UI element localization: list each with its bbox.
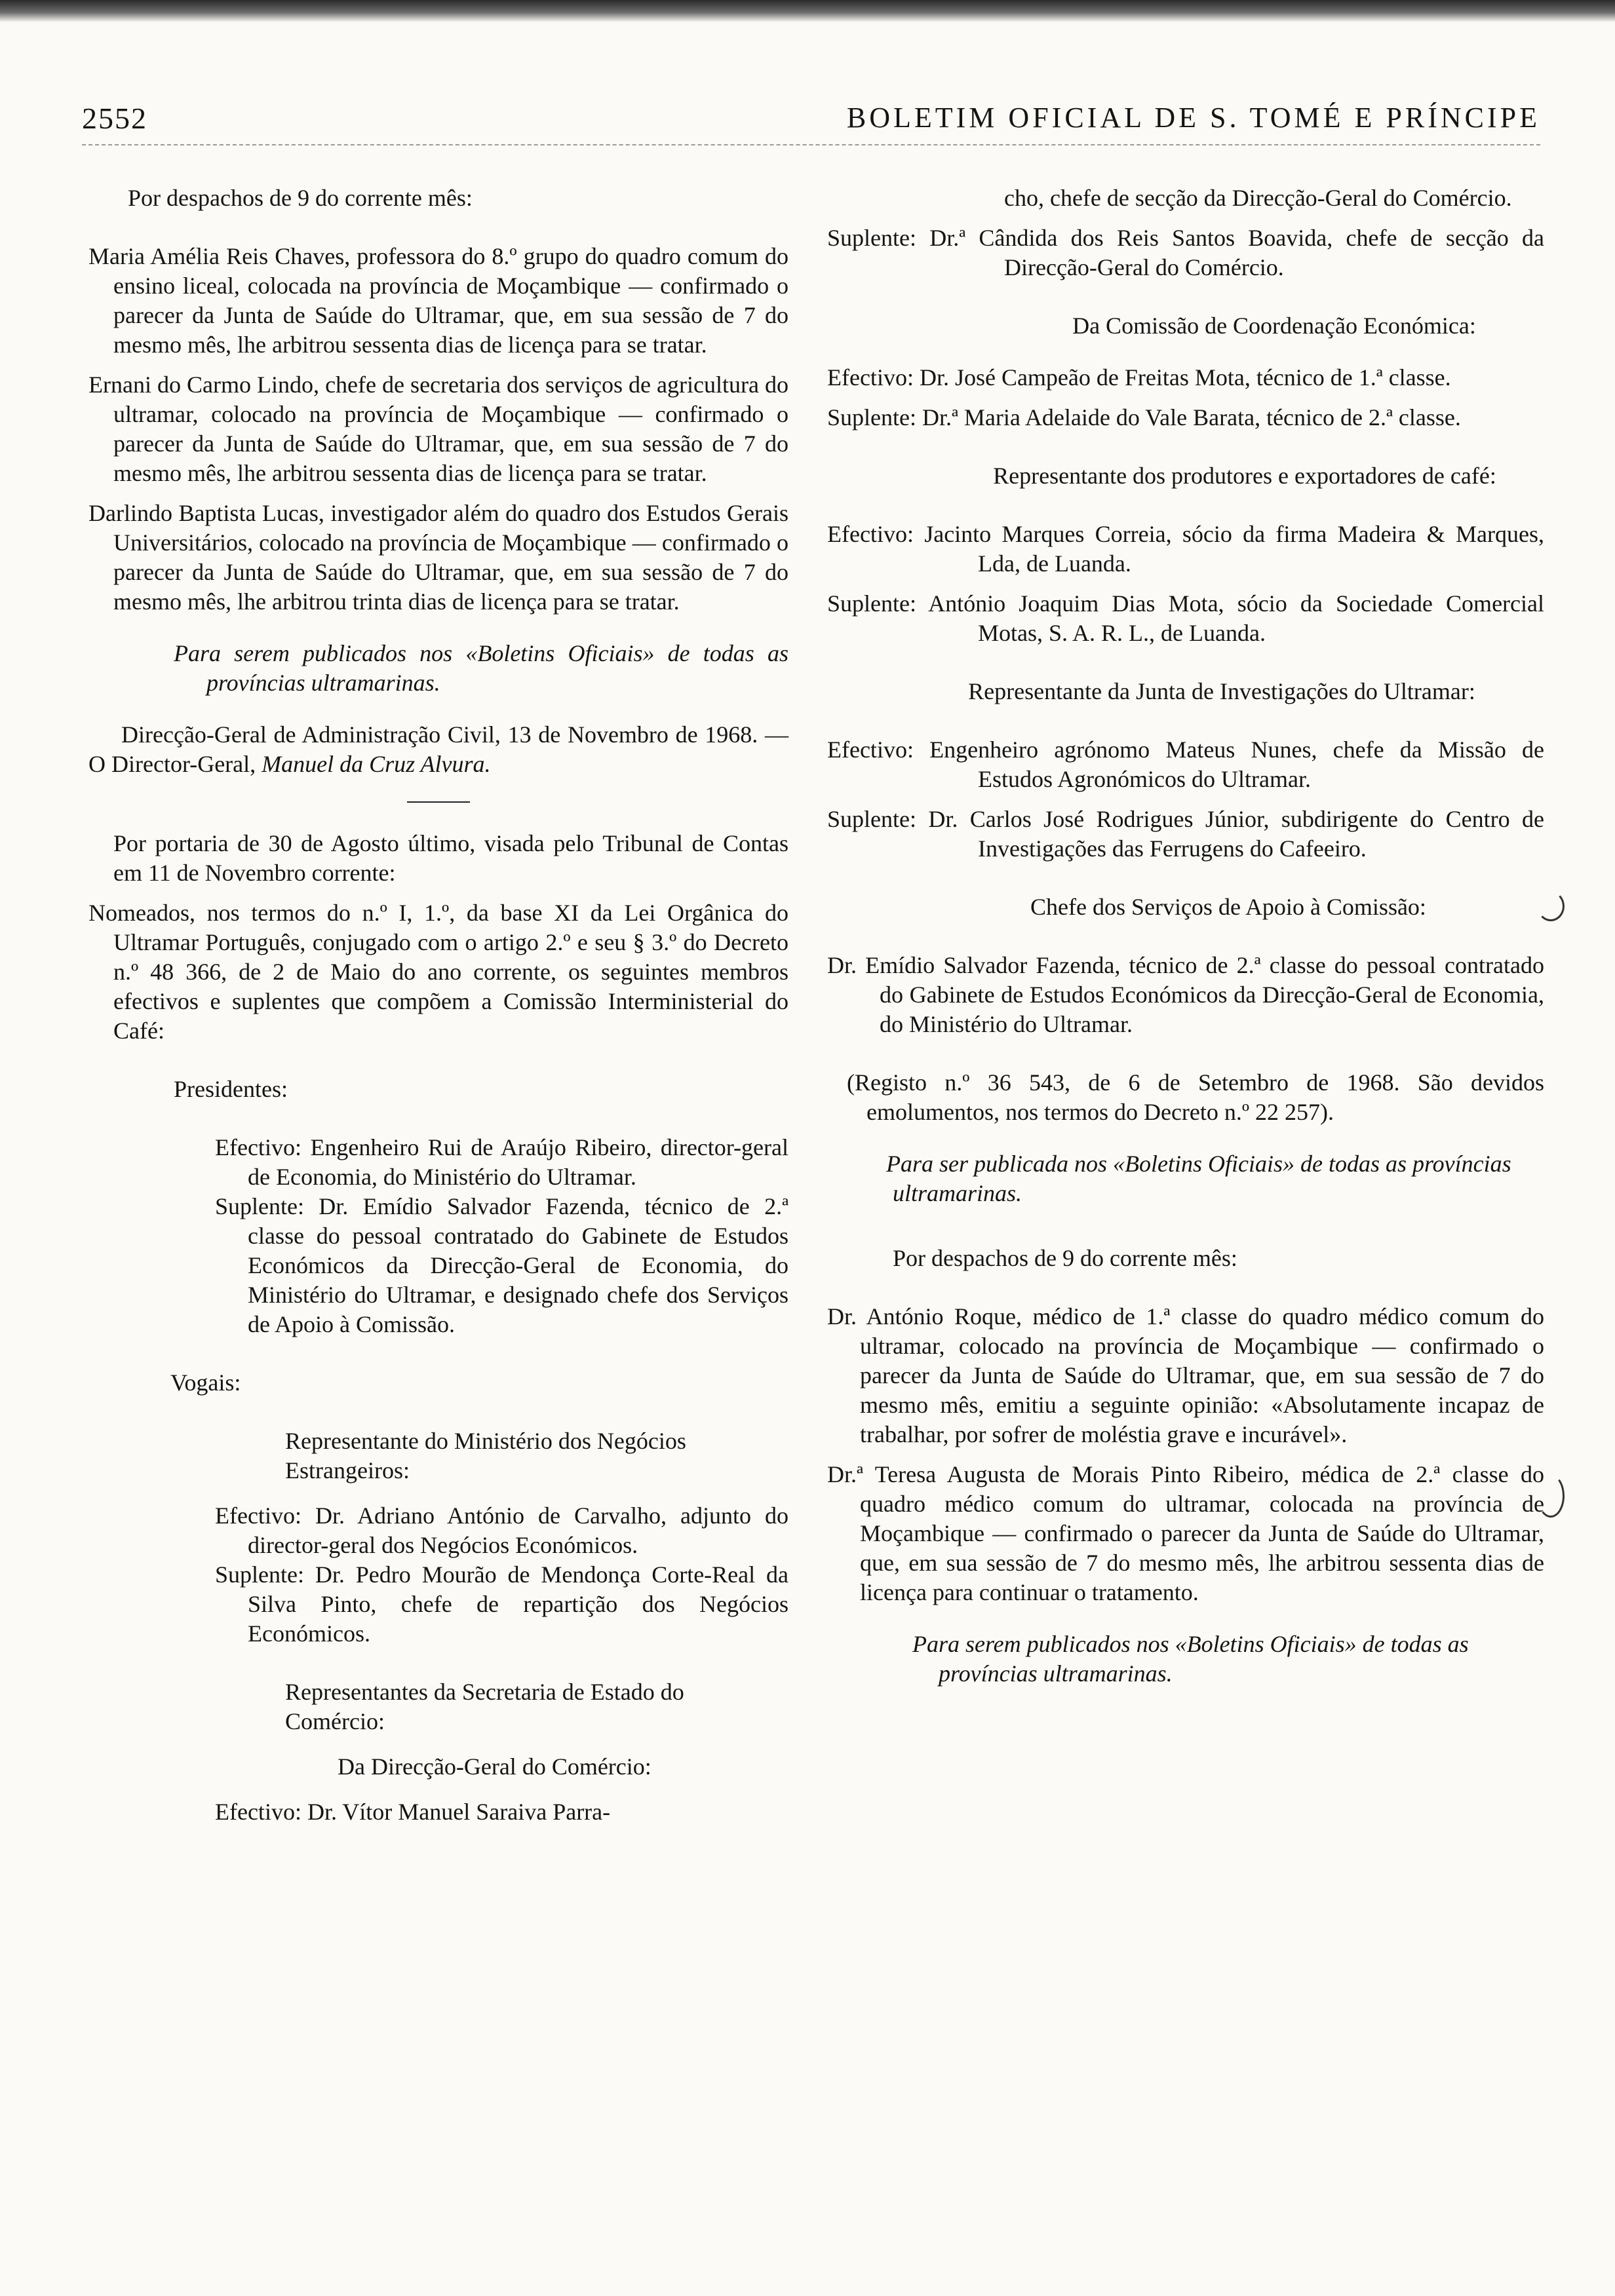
- left-column: [88, 183, 788, 1827]
- chefe-servicos-text: Dr. Emídio Salvador Fazenda, técnico de 2.ª classe do pessoal contratado do Gabinete de Estudos Económicos da Direcção-Geral de Economia, do Ministério do Ultramar.: [827, 952, 1544, 1037]
- signature-block: [88, 720, 788, 779]
- presidente-suplente: Suplente: Dr. Emídio Salvador Fazenda, técnico de 2.ª classe do pessoal contratado do Gabinete de Estudos Económicos da Direcção-Geral de Economia, do Ministério do Ultramar, e designado chefe dos Serviços de Apoio à Comissão.: [215, 1193, 788, 1337]
- negocios-efectivo: Efectivo: Dr. Adriano António de Carvalho, adjunto do director-geral dos Negócios Económicos.: [215, 1502, 788, 1558]
- despachos-intro: Por despachos de 9 do corrente mês:: [128, 185, 473, 211]
- page-number: 2552: [82, 102, 147, 135]
- entry-darlindo-lucas: Darlindo Baptista Lucas, investigador além do quadro dos Estudos Gerais Universitários, colocado na província de Moçambique — confirmado o parecer da Junta de Saúde do Ultramar, que, em sua sessão de 7 do mesmo mês, lhe arbitrou trinta dias de licença para se tratar.: [88, 500, 788, 615]
- dg-comercio-heading: Da Direcção-Geral do Comércio:: [338, 1753, 652, 1780]
- nomeados-paragraph: Nomeados, nos termos do n.º I, 1.º, da base XI da Lei Orgânica do Ultramar Português, conjugado com o artigo 2.º e seu § 3.º do Decreto n.º 48 366, de 2 de Maio do ano corrente, os seguintes membros efectivos e suplentes que compõem a Comissão Interministerial do Café:: [88, 900, 788, 1044]
- scan-pen-mark: [1537, 891, 1565, 921]
- cafe-efectivo: Efectivo: Jacinto Marques Correia, sócio da firma Madeira & Marques, Lda, de Luanda.: [827, 521, 1544, 577]
- comercio-efectivo: Efectivo: Dr. Vítor Manuel Saraiva Parra-: [215, 1799, 611, 1825]
- presidentes-heading: Presidentes:: [174, 1076, 288, 1102]
- junta-heading: Representante da Junta de Investigações do Ultramar:: [968, 678, 1475, 704]
- publication-note: Para serem publicados nos «Boletins Oficiais» de todas as províncias ultramarinas.: [174, 640, 788, 696]
- comercio-efectivo-continued: cho, chefe de secção da Direcção-Geral do Comércio.: [1004, 185, 1512, 211]
- comercio-suplente: Suplente: Dr.ª Cândida dos Reis Santos Boavida, chefe de secção da Direcção-Geral do Comércio.: [827, 225, 1544, 280]
- rep-comercio-heading: Representantes da Secretaria de Estado do Comércio:: [285, 1679, 684, 1734]
- vogais-heading: Vogais:: [170, 1369, 241, 1396]
- cafe-suplente: Suplente: António Joaquim Dias Mota, sócio da Sociedade Comercial Motas, S. A. R. L., de Luanda.: [827, 590, 1544, 646]
- registo-note: (Registo n.º 36 543, de 6 de Setembro de 1968. São devidos emolumentos, nos termos do Decreto n.º 22 257).: [847, 1069, 1544, 1125]
- entry-teresa-ribeiro: Dr.ª Teresa Augusta de Morais Pinto Ribeiro, médica de 2.ª classe do quadro médico comum do ultramar, colocada na província de Moçambique — confirmado o parecer da Junta de Saúde do Ultramar, que, em sua sessão de 7 do mesmo mês, lhe arbitrou sessenta dias de licença para continuar o tratamento.: [827, 1461, 1544, 1605]
- journal-title: BOLETIM OFICIAL DE S. TOMÉ E PRÍNCIPE: [846, 102, 1540, 134]
- chefe-servicos-heading: Chefe dos Serviços de Apoio à Comissão:: [1030, 894, 1426, 920]
- coordenacao-suplente: Suplente: Dr.ª Maria Adelaide do Vale Barata, técnico de 2.ª classe.: [827, 404, 1461, 430]
- junta-suplente: Suplente: Dr. Carlos José Rodrigues Júnior, subdirigente do Centro de Investigações das Ferrugens do Cafeeiro.: [827, 806, 1544, 862]
- junta-efectivo: Efectivo: Engenheiro agrónomo Mateus Nunes, chefe da Missão de Estudos Agronómicos do Ultramar.: [827, 737, 1544, 792]
- portaria-intro: [88, 829, 788, 888]
- section-separator: [407, 801, 470, 803]
- presidente-efectivo: Efectivo: Engenheiro Rui de Araújo Ribeiro, director-geral de Economia, do Ministério do Ultramar.: [215, 1134, 788, 1190]
- publication-note-3: Para serem publicados nos «Boletins Oficiais» de todas as províncias ultramarinas.: [912, 1631, 1469, 1687]
- publication-note-2: Para ser publicada nos «Boletins Oficiais» de todas as províncias ultramarinas.: [886, 1151, 1511, 1206]
- despachos-intro-2: Por despachos de 9 do corrente mês:: [893, 1245, 1237, 1271]
- coordenacao-efectivo: Efectivo: Dr. José Campeão de Freitas Mota, técnico de 1.ª classe.: [827, 364, 1451, 391]
- scan-top-border: [0, 0, 1615, 22]
- entry-maria-amelia: Maria Amélia Reis Chaves, professora do 8.º grupo do quadro comum do ensino liceal, colocada na província de Moçambique — confirmado o parecer da Junta de Saúde do Ultramar, que, em sua sessão de 7 do mesmo mês, lhe arbitrou sessenta dias de licença para se tratar.: [88, 243, 788, 358]
- portaria-text: Por portaria de 30 de Agosto último, visada pelo Tribunal de Contas em 11 de Novembro corrente:: [113, 830, 788, 886]
- entry-ernani-lindo: Ernani do Carmo Lindo, chefe de secretaria dos serviços de agricultura do ultramar, colocado na província de Moçambique — confirmado o parecer da Junta de Saúde do Ultramar, que, em sua sessão de 7 do mesmo mês, lhe arbitrou sessenta dias de licença para se tratar.: [88, 372, 788, 486]
- negocios-suplente: Suplente: Dr. Pedro Mourão de Mendonça Corte-Real da Silva Pinto, chefe de repartição dos Negócios Económicos.: [215, 1561, 788, 1647]
- right-column: [827, 183, 1544, 1689]
- coordenacao-heading: Da Comissão de Coordenação Económica:: [1072, 313, 1476, 339]
- entry-antonio-roque: Dr. António Roque, médico de 1.ª classe do quadro médico comum do ultramar, colocado na província de Moçambique — confirmado o parecer da Junta de Saúde do Ultramar, que, em sua sessão de 7 do mesmo mês, emitiu a seguinte opinião: «Absolutamente incapaz de trabalhar, por sofrer de moléstia grave e incurável».: [827, 1303, 1544, 1447]
- signature-name: Manuel da Cruz Alvura.: [262, 751, 491, 777]
- signature-text: Direcção-Geral de Administração Civil, 13 de Novembro de 1968. — O Director-Geral,: [88, 721, 788, 777]
- page-header: [82, 98, 1540, 145]
- scan-pen-mark: [1537, 1474, 1565, 1518]
- cafe-heading: Representante dos produtores e exportadores de café:: [993, 463, 1496, 489]
- rep-negocios-heading: Representante do Ministério dos Negócios Estrangeiros:: [285, 1428, 686, 1483]
